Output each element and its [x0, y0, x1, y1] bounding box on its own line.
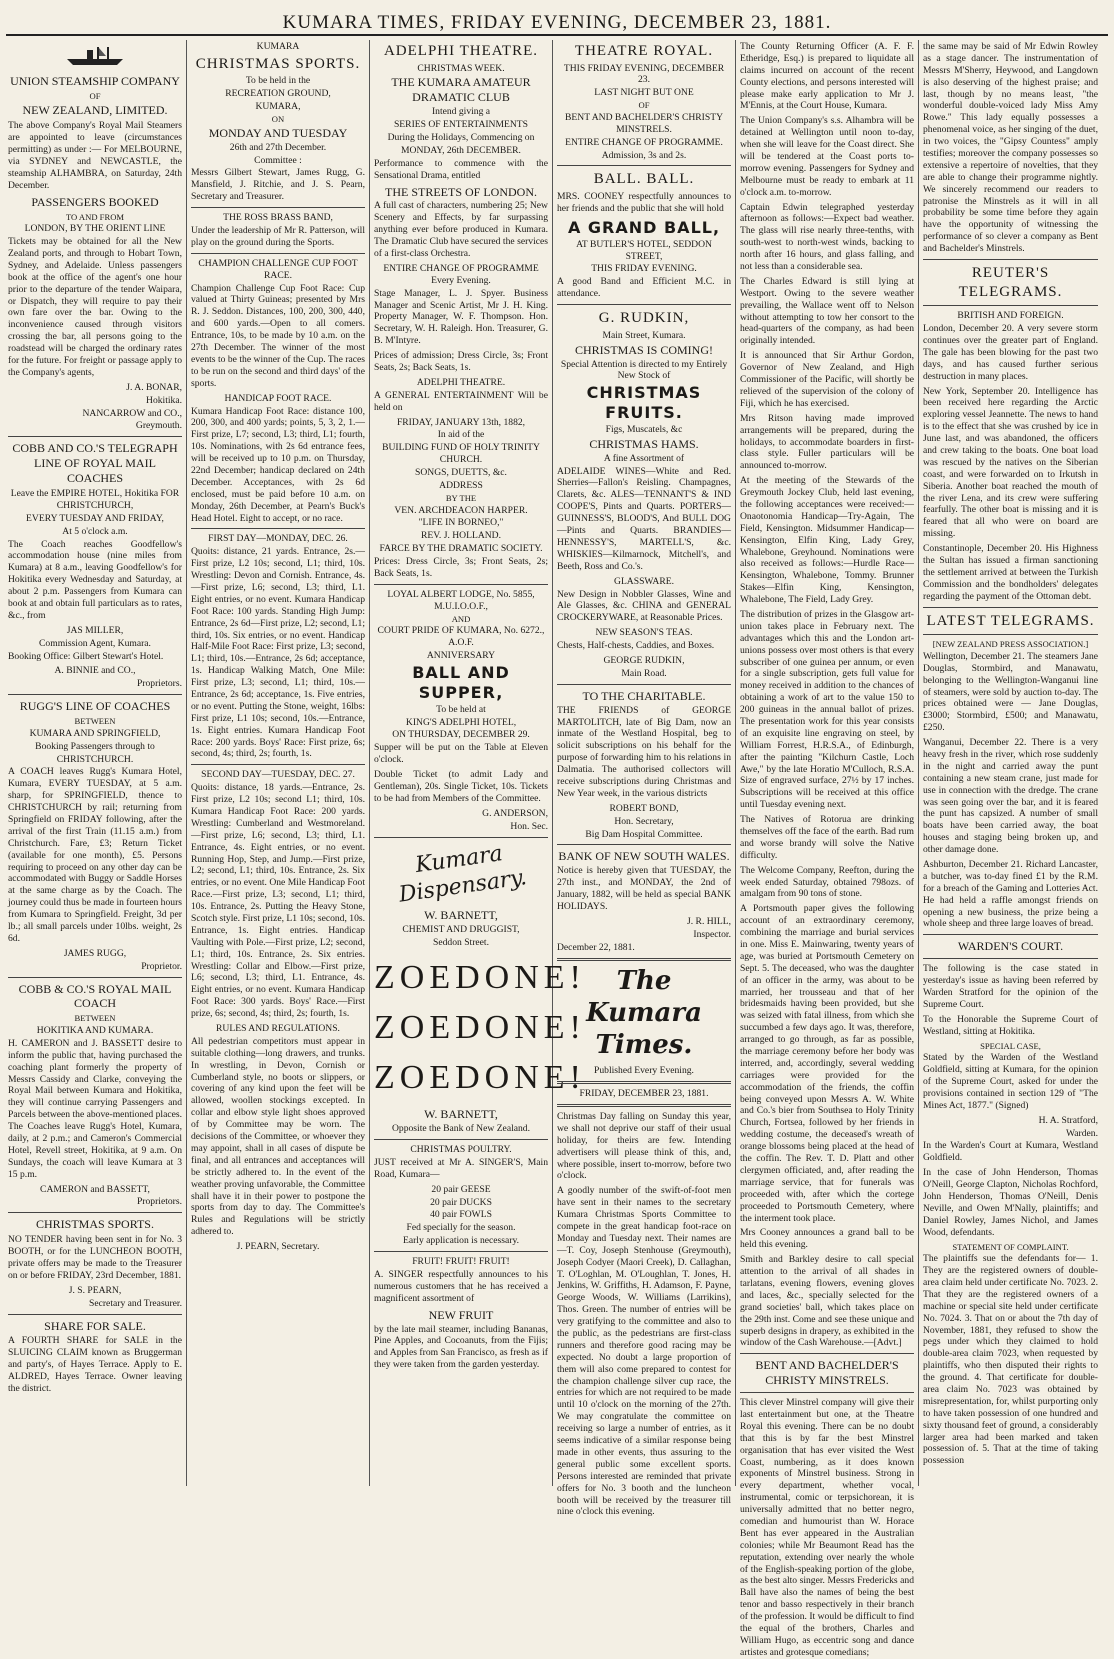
charitable-body: THE FRIENDS of GEORGE MARTOLITCH, late of Big Dam, now an inmate of the Westland Hospital, beg to solicit subscriptions on his behalf for the purpose of forwarding him to his relations in Dalmatia. The authorised collectors will receive subscriptions during Christmas and New Year week, in the various districts — [557, 704, 731, 799]
union-booked: PASSENGERS BOOKED — [31, 194, 159, 209]
ball-grand: A GRAND BALL, — [567, 217, 721, 237]
adelphi-date: MONDAY, 26th DECEMBER. — [401, 144, 521, 156]
fruit-heading: FRUIT! FRUIT! FRUIT! — [412, 1256, 510, 1268]
union-agent2: NANCARROW and CO., — [82, 407, 182, 419]
news-6: Mrs Ritson having made improved arrangements will be prepared, during the holidays, to accommodate boarders in first-class style. Fuller particulars will be announced to-morrow. — [740, 412, 914, 472]
poultry-early: Early application is necessary. — [402, 1235, 520, 1247]
sports-on: ON — [271, 114, 285, 125]
rugg-sig: JAMES RUGG, — [63, 947, 127, 959]
adelphi2-title: ADELPHI THEATRE. — [416, 376, 506, 388]
theatre-change: ENTIRE CHANGE OF PROGRAMME. — [565, 136, 723, 148]
divider — [557, 1081, 731, 1084]
bank-body: Notice is hereby given that TUESDAY, the 27th inst., and MONDAY, the 2nd of January, 1882, will be held as special BANK HOLIDAYS. — [557, 865, 731, 912]
column-5 — [736, 40, 919, 1658]
adelphi-club: THE KUMARA AMATEUR DRAMATIC CLUB — [391, 75, 531, 105]
teas-body: Chests, Half-chests, Caddies, and Boxes. — [557, 640, 715, 652]
divider — [557, 304, 731, 305]
ball-heading: BALL. BALL. — [593, 171, 695, 188]
glass-body: New Design in Nobbler Glasses, Wine and Ale Glasses, &c. CHINA and GENERAL CROCKERYWARE, at Reasonable Prices. — [557, 588, 731, 624]
divider — [923, 607, 1098, 608]
divider — [923, 305, 1098, 306]
dispensary-street: Seddon Street. — [433, 936, 489, 948]
paper-title: The Kumara Times. — [586, 965, 702, 1060]
glass-heading: GLASSWARE. — [614, 575, 674, 587]
divider — [8, 1212, 182, 1213]
sports-days: MONDAY AND TUESDAY — [208, 125, 348, 140]
sports-title: CHRISTMAS SPORTS. — [36, 1217, 154, 1232]
charitable-bond: ROBERT BOND, — [609, 802, 679, 814]
minstrels-continued: the same may be said of Mr Edwin Rowley as a stage dancer. The instrumentation of Messrs M'Sherry, Heywood, and Langdown is also deserving of the highest praise; and last, though by no means least, "the wonderful double-voiced lady Miss Amy Rowe." This lady equally possesses a phenomenal voice, as her singing of the duet, in two voices, the "Gipsy Countess" amply testifies; moreover the company possesses so extensive a repertoire of novelties, that they are able to change their programme nightly. We sincerely recommend our readers to patronise the Minstrels as it will in all probability be some time before they again have the opportunity of witnessing the performance of so clever a company as Bent and Bachelder's Minstrels. — [923, 41, 1098, 255]
ball-butler: AT BUTLER'S HOTEL, SEDDON STREET, — [576, 238, 712, 262]
cobb2-sig: CAMERON and BASSETT, — [40, 1183, 150, 1195]
latest-1: Wellington, December 21. The steamers Jane Douglas, Stormbird, and Manawatu, belonging to the Wellington-Wanganui line of steamers, were sold by auction to-day. The prices obtained were — Jane Douglas, £3000; Stormbird, £500; and Manawatu, £250. — [923, 650, 1098, 734]
minstrels-body: This clever Minstrel company will give their last entertainment but one, at the Theatre Royal this evening. There can be no doubt that this is by far the best Minstrel organisation that has ever visited the West Coast, numbering, as it does known exponents of Minstrel business. Strong in every department, whether vocal, instrumental, comic or terpsichorean, it is universally admitted that no better negro, comedian and humourist than W. Horace Bent has ever appeared in the Australian colonies; while Mr Beaumont Read has the reputation, extending over nearly the whole of the English-speaking portion of the globe, as the best alto singer. Messrs Fredericks and Ball have also the names of being the best tenor and basso respectively in their branch of the profession. It would be difficult to find the equal of the brothers, Charles and William Hugo, as eccentric song and dance artistes and grotesque comedians; — [740, 1397, 914, 1658]
charitable-bigdam: Big Dam Hospital Committee. — [585, 828, 703, 840]
divider — [923, 634, 1098, 635]
cobb-body: The Coach reaches Goodfellow's accommodation house (nine miles from Kumara) at 8 a.m., leaving Goodfellow's for Hokitika every Wednesday and Saturday, at about 2 p.m. Passengers from Kumara can book at and obtain full particulars as to rates, &c., from — [8, 538, 182, 621]
cobb2-title: COBB & CO.'S ROYAL MAIL COACH — [18, 981, 172, 1011]
rudkin-title: G. RUDKIN, — [598, 310, 690, 327]
fruit-body: A. SINGER respectfully announces to his numerous customers that he has received a magnificent assortment of — [374, 1269, 548, 1304]
warden-5: In the case of John Henderson, Thomas O'Neill, George Clapton, Nicholas Rochford, John Henderson, Thomas O'Neill, Denis Neville, and Owen M'Nally, plaintiffs; and Daniel Rowley, James Nichol, and James Wood, defendants. — [923, 1167, 1098, 1238]
sports-dates: 26th and 27th December. — [229, 141, 327, 153]
handicap-heading: HANDICAP FOOT RACE. — [224, 392, 332, 404]
latest-heading: LATEST TELEGRAMS. — [926, 612, 1095, 629]
adelphi2-holland: REV. J. HOLLAND. — [420, 530, 502, 542]
rudkin-hams: CHRISTMAS HAMS. — [589, 436, 699, 451]
divider — [557, 844, 731, 845]
theatre-bent: BENT AND BACHELDER'S CHRISTY MINSTRELS. — [565, 111, 723, 135]
divider — [557, 958, 731, 961]
union-sub: NEW ZEALAND, LIMITED. — [22, 103, 168, 118]
divider — [923, 958, 1098, 959]
news-3: Captain Edwin telegraphed yesterday afternoon as follows:—Expect bad weather. The glass will rise nearly three-tenths, with south-west to north-west winds, backing to north after 16 hours, and glass falling, and not less than a considerable sea. — [740, 201, 914, 273]
column-2 — [187, 40, 370, 1486]
cup-heading: CHAMPION CHALLENGE CUP FOOT RACE. — [198, 257, 358, 281]
rules-body: All pedestrian competitors must appear in suitable clothing—long drawers, and trunks. In wrestling, in Devon, Cornish or Cumberland style, no boots or slippers, or covering of any kind upon the feet will be allowed, woollen stockings excepted. In collar and elbow style light shoes approved of by Committee may be worn. The decisions of the Committee, or whoever they may appoint, shall in all cases of dispute be final, and all entrances and acceptances will be strictly adhered to. In the event of the weather proving unfavorable, the Committee shall have it in their power to postpone the sports from day to day. The Committee's Rules and Regulations will be strictly adhered to. — [191, 1035, 365, 1238]
lodge-anniv: ANNIVERSARY — [426, 650, 496, 662]
rugg-booking: Booking Passengers through to — [35, 740, 155, 752]
cobb2-route: HOKITIKA AND KUMARA. — [36, 1024, 154, 1036]
adelphi-series: SERIES OF ENTERTAINMENTS — [393, 119, 529, 131]
adelphi-perf: Performance to commence with the Sensational Drama, entitled — [374, 157, 548, 181]
news-5: It is announced that Sir Arthur Gordon, Governor of New Zealand, and High Commissioner of the Pacific, will shortly be relieved of the supervision of the colony of Fiji, which he has exercised. — [740, 350, 914, 409]
adelphi2-fund: BUILDING FUND OF HOLY TRINITY CHURCH. — [382, 442, 540, 466]
zoedone-3: ZOEDONE! — [374, 1059, 586, 1097]
divider — [8, 694, 182, 695]
steamship-icon — [8, 44, 182, 70]
rugg-route: KUMARA AND SPRINGFIELD, — [29, 727, 161, 739]
ball-thisfri: THIS FRIDAY EVENING. — [591, 263, 697, 275]
lodge-ball: BALL AND SUPPER, — [412, 663, 510, 702]
bank-hill: J. R. HILL, — [687, 915, 731, 927]
rudkin-sig-place: Main Road. — [621, 667, 667, 679]
sports-heading: CHRISTMAS SPORTS. — [195, 55, 361, 72]
paper-published: Published Every Evening. — [594, 1065, 694, 1077]
zoedone-barnett: W. BARNETT, — [424, 1107, 498, 1122]
ball-cooney: MRS. COONEY respectfully announces to her friends and the public that she will hold — [557, 191, 731, 214]
warden-4: In the Warden's Court at Kumara, Westland Goldfield. — [923, 1140, 1098, 1164]
theatre-of: OF — [638, 100, 650, 111]
warden-1: The following is the case stated in yesterday's issue as having been referred by Warden Stratford for the opinion of the Supreme Court. — [923, 963, 1098, 1010]
share-title: SHARE FOR SALE. — [44, 1318, 146, 1333]
sports-sig: J. S. PEARN, — [68, 1284, 122, 1296]
reuter-2: New York, September 20. Intelligence has been received here regarding the Arctic exploring vessel Jeannette. The news to hand is to the effect that she was crushed by ice in June last, and was abandoned, the officers and crew taking to the boats. One boat load was rescued by the natives on the Siberian coast, and were forwarded on to Irkutsh in Siberia. Another boat reached the mouth of the river Lena, and its crew were suffering fearfully. The other boat is missing and it is feared that all who were on board are missing. — [923, 385, 1098, 540]
lodge-held: To be held at — [436, 703, 486, 715]
union-body: The above Company's Royal Mail Steamers are appointed to leave (circumstances permitting) as under :— For MELBOURNE, via SYDNEY and NEWCASTLE, the steamship ALHAMBRA, on Saturday, 24th December. — [8, 120, 182, 191]
rugg-between: BETWEEN — [74, 716, 116, 727]
union-title: UNION STEAMSHIP COMPANY — [10, 73, 180, 88]
band-heading: THE ROSS BRASS BAND, — [223, 212, 333, 224]
dispensary-title: Kumara Dispensary. — [397, 840, 529, 908]
share-body: A FOURTH SHARE for SALE in the SLUICING CLAIM known as Bruggerman and party's, of Hayes Terrace. Apply to E. ALDRED, Hayes Terrace. Owner leaving the district. — [8, 1335, 182, 1394]
rudkin-wines: ADELAIDE WINES—White and Red. Sherries—Fallon's Reisling. Champagnes, Clarets, &c. ALES—TENNANT'S & IND COOPE'S, Pints and Quarts. PORTERS—GUINNESS'S, BLOOD'S, And BULL DOG—Pints and Quarts. BRANDIES—HENNESSY'S, MARTELL'S, &c. WHISKIES—Kilmarnock, Mitchell's, and Beeth, Ross and Co.'s. — [557, 465, 731, 572]
warden-2: To the Honorable the Supreme Court of Westland, sitting at Hokitika. — [923, 1013, 1098, 1037]
lodge-ticket: Double Ticket (to admit Lady and Gentleman), 20s. Single Ticket, 10s. Tickets to be had from Members of the Committee. — [374, 769, 548, 804]
news-11: A Portsmouth paper gives the following account of an extraordinary ceremony, combining the marriage and burial services in one. Miss E. Mainwaring, twenty years of age, was buried at Portsmouth Cemetery on Sept. 5. The deceased, who was the daughter of an officer in the army, was about to be married, her trousseau and that of her bridesmaids having been provided, but she was seized with fatal illness, from which she succumbed a few days ago. It was, therefore, arranged to go through, as far as possible, the marriage ceremony before her body was interred, and, accordingly, several wedding carriages were provided for the accommodation of the friends, the coffin being conveyed upon Messrs A. W. White and Co.'s bier from Southsea to Holy Trinity Church, Fortsea, followed by her friends in wedding costume, the deceased's wreath of orange blossoms being placed at the head of the coffin. The Rev. T. D. Platt and other clergymen officiated, and, after reading the marriage service, that for funerals was proceeded with, after which the cortege proceeded to Portsmouth Cemetery, where the interment took place. — [740, 903, 914, 1224]
warden-title: Warden. — [1066, 1127, 1098, 1139]
reuter-heading: REUTER'S TELEGRAMS. — [958, 265, 1063, 300]
bank-heading: BANK OF NEW SOUTH WALES. — [558, 849, 730, 864]
adelphi2-gen: A GENERAL ENTERTAINMENT Will be held on — [374, 389, 548, 413]
adelphi2-address: ADDRESS — [439, 480, 483, 492]
cobb2-body: H. CAMERON and J. BASSETT desire to inform the public that, having purchased the coaching plant formerly the property of Messrs Cassidy and Clarke, conveying the Royal Mail between Kumara and Hokitika, they will continue carrying Passengers and Parcels between the above-mentioned places. The Coaches leave Rugg's Hotel, Kumara, daily, at 2 p.m.; and Cameron's Commercial Hotel, Revell street, Hokitika, at 9 a.m. On Sundays, the coach will leave Kumara at 3 15 p.m. — [8, 1037, 182, 1180]
poultry-ducks: 20 pair DUCKS — [430, 1196, 492, 1208]
news-9: The Natives of Rotorua are drinking themselves off the face of the earth. Bad rum and worse brandy will solve the Native difficulty. — [740, 814, 914, 861]
column-6 — [919, 40, 1102, 1486]
bank-date: December 22, 1881. — [557, 941, 635, 953]
cobb-booking: Booking Office: Gilbert Stewart's Hotel. — [8, 650, 164, 662]
warden-3: Stated by the Warden of the Westland Goldfield, sitting at Kumara, for the opinion of the Supreme Court, asked for under the provisions contained in section 129 of "The Mines Act, 1877." (Signed) — [923, 1052, 1098, 1111]
adelphi-drama: THE STREETS OF LONDON. — [385, 184, 537, 199]
divider — [8, 977, 182, 978]
latest-3: Ashburton, December 21. Richard Lancaster, a butcher, was to-day fined £1 by the R.M. for a breach of the Gaming and Lotteries Act. He had held a raffle amongst friends on opening a new business, the prize being a whole sheep and three large loaves of bread. — [923, 858, 1098, 930]
column-4 — [553, 40, 736, 1518]
warden-6: The plaintiffs sue the defendants for— 1. They are the registered owners of double-area claim held under certificate No. 7023. 2. That they are the registered owners of a machine or special site held under certificate No. 7024. 3. That on or about the 7th day of November, 1881, they refused to show the pegs under which they claimed to hold double-area claim 7023, when requested by plaintiffs, who then disputed their rights to the ground. 4. That certificate for double-area claim No. 7023 was obtained by misrepresentation, for, whilst purporting only to have taken possession of one hundred and sixty thousand feet of ground, a considerably larger area had been marked and taken possession of. 5. That at the time of taking possession — [923, 1253, 1098, 1467]
divider — [740, 1392, 914, 1393]
lodge-hall: KING'S ADELPHI HOTEL, — [405, 716, 517, 728]
cobb-line3: At 5 o'clock a.m. — [62, 525, 128, 537]
adelphi-week: CHRISTMAS WEEK. — [417, 62, 505, 74]
news-2: The Union Company's s.s. Alhambra will be detained at Wellington until noon to-day, when she will leave for the Coast direct. She will be tendered at the Coast ports to-morrow evening. Passengers for Sydney and Melbourne must be ready to embark at 11 o'clock a.m. to-morrow. — [740, 115, 914, 198]
cobb-title: COBB AND CO.'S TELEGRAPH LINE OF ROYAL MAIL COACHES — [12, 441, 178, 486]
union-body2: Tickets may be obtained for all the New Zealand ports, and through to Hobart Town, Sydney, and Adelaide. Unless passengers book at the office of the agent's one hour prior to the departure of the tender Waipara, or Dispatch, they will require to pay their own fare over the bar. Owing to the inconvenience caused through visitors crossing the bar, all persons going to the roadstead will be charged the ordinary rates for the future. For freight or passage apply to the Company's agents, — [8, 236, 182, 378]
charitable-heading: TO THE CHARITABLE. — [582, 688, 706, 703]
teas-heading: NEW SEASON'S TEAS. — [595, 627, 693, 639]
poultry-heading: CHRISTMAS POULTRY. — [410, 1144, 512, 1156]
cobb2-sig-role: Proprietors. — [136, 1196, 182, 1208]
sports-place: KUMARA, — [255, 101, 301, 113]
warden-stratford: H. A. Stratford, — [1038, 1114, 1098, 1126]
divider — [923, 259, 1098, 260]
divider — [191, 764, 365, 765]
lodge-and: AND — [451, 613, 471, 624]
sports-ground: RECREATION GROUND, — [225, 88, 331, 100]
warden-heading: WARDEN'S COURT. — [957, 939, 1064, 954]
divider — [740, 1353, 914, 1354]
cobb-line1: Leave the EMPIRE HOTEL, Hokitika FOR CHRISTCHURCH, — [10, 487, 180, 511]
adelphi2-prices: Prices: Dress Circle, 3s; Front Seats, 2s; Back Seats, 1s. — [374, 556, 548, 580]
fruit-new: NEW FRUIT — [428, 1307, 494, 1322]
zoedone-1: ZOEDONE! — [374, 958, 586, 996]
zoedone-opposite: Opposite the Bank of New Zealand. — [391, 1123, 530, 1135]
adelphi2-aid: In aid of the — [437, 429, 485, 441]
adelphi2-by: BY THE — [445, 492, 477, 503]
rudkin-main: Main Street, Kumara. — [602, 329, 686, 341]
rudkin-figs: Figs, Muscatels, &c — [605, 423, 683, 435]
poultry-fowls: 40 pair FOWLS — [430, 1209, 492, 1221]
news-8: The distribution of prizes in the Glasgow art-union takes place in February next. The advantages which this and the London art-unions possess over most others is that every subscriber of one guinea per annum, or even for a single subscription, gets full value for money received in addition to the chances of obtaining a work of art to the value 150 to 200 guineas in the annual ballot of prizes. The presentation work for this year consists of an exquisite line engraving on steel, by William Forrest, H.R.S.A., of Edinburgh, after the painting "Kilchurn Castle, Loch Awe," by the late Horatio M'Culloch, R.S.A. Size of engraved surface, 27½ by 17 inches. Subscriptions will be received at this office until Tuesday evening next. — [740, 608, 914, 811]
divider — [191, 253, 365, 254]
rudkin-special: Special Attention is directed to my Entirely New Stock of — [560, 358, 728, 382]
news-7: At the meeting of the Stewards of the Greymouth Jockey Club, held last evening, the following acceptances were received:—Onaotonomia Handicap—Try-Again, The Field, Kensington. Midsummer Handicap—Kensington, Elfin King, Lady Grey, Whalebone, Greyhound. Nominations were also received as follows:—Hurdle Race—Kensington, Whalebone, Tommy. Brunner Stakes—Elfin King, Kensington, Whalebone, The Field, Lady Grey. — [740, 475, 914, 606]
theatre-friday: THIS FRIDAY EVENING, DECEMBER 23. — [563, 62, 725, 86]
column-1 — [4, 40, 187, 1486]
latest-npa: [NEW ZEALAND PRESS ASSOCIATION.] — [932, 639, 1089, 650]
lodge-thursday: ON THURSDAY, DECEMBER 29. — [392, 729, 530, 741]
divider — [8, 436, 182, 437]
divider — [557, 684, 731, 685]
ball-band: A good Band and Efficient M.C. in attendance. — [557, 276, 731, 300]
lodge-supper: Supper will be put on the Table at Eleven o'clock. — [374, 742, 548, 766]
adelphi-intend: Intend giving a — [431, 106, 491, 118]
reuter-1: London, December 20. A very severe storm continues over the greater part of England. The gale has been blowing for the past two days, and has caused further serious destruction in many places. — [923, 323, 1098, 382]
dispensary-barnett: W. BARNETT, — [424, 908, 498, 923]
lodge-title: LOYAL ALBERT LODGE, No. 5855, M.U.I.O.O.F., — [387, 588, 535, 612]
lodge-sig-role: Hon. Sec. — [510, 820, 548, 832]
day2-heading: SECOND DAY—TUESDAY, DEC. 27. — [201, 769, 355, 781]
rules-signature: J. PEARN, Secretary. — [236, 1241, 320, 1253]
adelphi2-songs: SONGS, DUETTS, &c. — [415, 467, 507, 479]
divider — [374, 1139, 548, 1140]
band-body: Under the leadership of Mr R. Patterson, will play on the ground during the Sports. — [191, 225, 365, 248]
zoedone-2: ZOEDONE! — [374, 1008, 586, 1046]
adelphi-staff: Stage Manager, L. J. Spyer. Business Manager and Scenic Artist, Mr J. H. King. Property Manager, W. F. Thompson. Hon. Secretary, W. H. Raleigh. Hon. Treasurer, G. B. M'Intyre. — [374, 287, 548, 347]
rugg-body: A COACH leaves Rugg's Kumara Hotel, Kumara, EVERY TUESDAY, at 5 a.m. sharp, for SPRINGFIELD, thence to CHRISTCHURCH by rail; returning from Springfield on FRIDAY following, after the arrival of the first Train (11.15 a.m.) from Christchurch. Fare, £3; Return Ticket (available for one month), £5. Persons requiring to proceed on any other day can be accommodated with Buggy or Saddle Horses at the same charge as by the Coach. The journey could thus be made in fourteen hours from Kumara to Springfield. Freight, 3d per lb.; all small parcels under 10lbs. weight, 2s 6d. — [8, 766, 182, 944]
cobb-agent-role: Commission Agent, Kumara. — [39, 637, 151, 649]
editorial-1: Christmas Day falling on Sunday this year, we shall not deprive our staff of their usual holiday, for theirs are few. Intending advertisers will please think of this, and, where possible, insert to-morrow, before two o'clock. — [557, 1111, 731, 1182]
adelphi2-date: FRIDAY, JANUARY 13th, 1882, — [396, 416, 526, 428]
union-tofrom: TO AND FROM — [65, 211, 125, 222]
rugg-dest: CHRISTCHURCH. — [56, 753, 134, 765]
news-12: Mrs Cooney announces a grand ball to be held this evening. — [740, 1227, 914, 1251]
union-agent2-place: Greymouth. — [135, 420, 182, 432]
sports-held: To be held in the — [245, 75, 311, 87]
column-3 — [370, 40, 586, 1486]
poultry-fed: Fed specially for the season. — [406, 1222, 516, 1234]
adelphi-holidays: During the Holidays, Commencing on — [387, 132, 535, 144]
union-agent1-place: Hokitika. — [146, 394, 182, 406]
fruit-body2: by the late mail steamer, including Bananas, Pine Apples, and Cocoanuts, from the Fijis; and Apples from San Francisco, as fresh as if they were taken from the garden yesterday. — [374, 1323, 548, 1371]
reuter-3: Constantinople, December 20. His Highness the Sultan has issued a firman sanctioning the settlement arrived at between the Turkish Commission and the bondholders' delegates regarding the payment of the Ottoman debt. — [923, 543, 1098, 602]
charitable-bond-role: Hon. Secretary, — [614, 815, 674, 827]
bank-hill-role: Inspector. — [693, 928, 731, 940]
adelphi2-borneo: "LIFE IN BORNEO," — [418, 517, 504, 529]
news-13: Smith and Barkley desire to call special attention to the arrival of all shades in tarlatans, evening flowers, evening gloves and laces, &c., specially selected for the grand societies' ball, which takes place on the 29th inst. Come and see these unique and superb designs in drapery, as exhibited in the window of the Cash Warehouse.—[Advt.] — [740, 1254, 914, 1349]
warden-statement: STATEMENT OF COMPLAINT. — [952, 1241, 1069, 1252]
adelphi-prices: Prices of admission; Dress Circle, 3s; Front Seats, 2s; Back Seats, 1s. — [374, 350, 548, 374]
lodge-sig: G. ANDERSON, — [482, 807, 548, 819]
rudkin-coming: CHRISTMAS IS COMING! — [574, 342, 714, 357]
rudkin-sig: GEORGE RUDKIN, — [603, 654, 685, 666]
minstrels-heading: BENT AND BACHELDER'S CHRISTY MINSTRELS. — [755, 1358, 899, 1388]
adelphi2-farce: FARCE BY THE DRAMATIC SOCIETY. — [379, 543, 543, 555]
cobb-prop-role: Proprietors. — [136, 678, 182, 690]
day2-body: Quoits: distance, 18 yards.—Entrance, 2s. First prize, L2 10s; second L1; third, 10s. Kumara Handicap Foot Race: 200 yards. Wrestling: Cumberland and Westmoreland.—First prize, L6; second, L3; third, L1. Entrance, 4s. Eight entries, or no event. Running Hop, Step, and Jump.—First prize, L2; second, L1; third, 10s. Entrance, 2s. Six entries, or no event. One Mile Handicap Foot Race.—First prize, L3; second, L1; third, 10s. Entrance, 2s. Putting the Heavy Stone, Scotch style. First prize, L1 10s; second, 10s. Entrance, 1s. Eight entries. Handicap Vaulting with Pole.—First prize, L2; second, L1; third, 10s. Entrance, 2s. Six entries. Wrestling: Collar and Elbow.—First prize, L6; second, L3; third, L1. Entrance, 4s. Eight entries, or no event. Kumara Handicap Foot Race: 300 yards. Boys' Race.—First prize, 6s; second, 4s; third, 2s; fourth, 1s. — [191, 782, 365, 1020]
warden-special: SPECIAL CASE, — [980, 1040, 1041, 1051]
news-1: The County Returning Officer (A. F. F. Etheridge, Esq.) is prepared to liquidate all claims incurred on account of the recent County elections, and persons interested will please make early application to Mr J. M'Ennis, at the Court House, Kumara. — [740, 41, 914, 112]
committee-body: Messrs Gilbert Stewart, James Rugg, G. Mansfield, J. Ritchie, and J. S. Pearn, Secretary and Treasurer. — [191, 167, 365, 203]
sports-sig-role: Secretary and Treasurer. — [89, 1297, 182, 1309]
paper-date: FRIDAY, DECEMBER 23, 1881. — [579, 1088, 709, 1100]
rugg-sig-role: Proprietor. — [141, 960, 182, 972]
reuter-british-foreign: BRITISH AND FOREIGN. — [957, 310, 1064, 322]
union-agent1: J. A. BONAR, — [126, 381, 182, 393]
news-10: The Welcome Company, Reefton, during the week ended Saturday, obtained 798ozs. of amalgam from 90 tons of stone. — [740, 864, 914, 900]
latest-2: Wanganui, December 22. There is a very heavy fresh in the river, which rose suddenly in the night and carried away the punt containing a new steam crane, just made for use in connection with the dredge. The crane was seen going over the bar, and it is feared the punt has capsized. A number of small boats have been carried away, the boat houses and staging being broken up, and other damage done. — [923, 737, 1098, 856]
dispensary-chemist: CHEMIST AND DRUGGIST, — [402, 924, 520, 936]
cobb-line2: EVERY TUESDAY AND FRIDAY, — [26, 512, 164, 524]
divider — [557, 1104, 731, 1107]
handicap-body: Kumara Handicap Foot Race: distance 100, 200, 300, and 400 yards; points, 5, 3, 2, 1.—First prize, L7; second, L3; third, L1; fourth, 10s. Nominations, with 2s 6d entrance fees, will be received up to 10 p.m. on Thursday, 22nd December; handicap declared on 24th December. Acceptances, with 2s 6d enclosed, must be paid before 10 a.m. on Monday, 26th December, at Pearn's Buck's Head Hotel. Eight to accept, or no race. — [191, 405, 365, 524]
divider — [374, 584, 548, 585]
news-4: The Charles Edward is still lying at Westport. Owing to the severe weather prevailing, the Wallace went off to Nelson without attempting to tow her consort to the head-quarters of the company, as had been originally intended. — [740, 275, 914, 347]
divider — [191, 528, 365, 529]
adelphi-change: ENTIRE CHANGE OF PROGRAMME Every Evening. — [383, 262, 539, 286]
cup-body: Champion Challenge Cup Foot Race: Cup valued at Thirty Guineas; presented by Mrs R. J. Seddon. Distances, 100, 200, 300, 440, and 600 yards.—Open to all comers. Entrance, 10s, to be made by 10 a.m. on the 27th December. The winner of the most events to be the winner of the Cup. The races to be run on the second and third days' of the sports. — [191, 282, 365, 389]
divider — [557, 165, 731, 166]
rugg-title: RUGG'S LINE OF COACHES — [19, 699, 171, 714]
masthead: KUMARA TIMES, FRIDAY EVENING, DECEMBER 23, 1881. — [6, 0, 1108, 36]
poultry-geese: 20 pair GEESE — [431, 1183, 491, 1195]
cobb-agent: JAS MILLER, — [66, 624, 124, 636]
rudkin-assortment: A fine Assortment of — [603, 452, 685, 464]
adelphi2-harper: VEN. ARCHDEACON HARPER. — [394, 504, 528, 516]
rudkin-fruits: CHRISTMAS FRUITS. — [586, 383, 702, 423]
sports-body: NO TENDER having been sent in for No. 3 BOOTH, or for the LUNCHEON BOOTH, private offers may be made to the Treasurer on or before FRIDAY, 23rd December, 1881. — [8, 1234, 182, 1281]
sports-kumara: KUMARA — [256, 41, 300, 52]
theatre-admission: Admission, 3s and 2s. — [601, 149, 687, 161]
divider — [191, 207, 365, 208]
day1-body: Quoits: distance, 21 yards. Entrance, 2s.—First prize, L2 10s; second, L1; third, 10s. Wrestling: Devon and Cornish. Entrance, 4s.—First prize, L6; second, L3; third, L1. Eight entries, or no event. Kumara Handicap Foot Race: 100 yards. Standing High Jump: Entrance, 2s 6d—First prize, L2; second, L1; third, 10s. Six entries, or no event. Handicap Half-Mile Foot Race: First prize, L3; second, L1; third, 10s.—Entrance, 2s 6d; acceptance, 1s. Handicap Walking Match, One Mile: First prize, L3; second, L1; third, 10s.—Entrance, 2s 6d; acceptance, 1s. Five entries, or no event. Putting the Stone, weight, 16lbs: First prize, L1 10s; second, 10s.—Entrance, 1s. Eight entries. Kumara Handicap Foot Race: 200 yards. Boys' Race: First prize, 6s; second, 4s; third, 2s; fourth, 1s. — [191, 546, 365, 760]
day1-heading: FIRST DAY—MONDAY, DEC. 26. — [208, 533, 348, 545]
union-london: LONDON, BY THE ORIENT LINE — [24, 223, 166, 235]
editorial-2: A goodly number of the swift-of-foot men have sent in their names to the secretary Kumara Christmas Sports Committee to compete in the great handicap foot-race on Monday and Tuesday next. Their names are—T. Coy, Joseph Stenhouse (Greymouth), Joseph Codyer (Maori Creek), D. Callaghan, T. O'Loghlan, M. O'Loughlan, T. Jones, H. Jenkins, W. Griffiths, H. Adamson, F. Payne, George Woods, W. Williams (Larrikins), Thos. Green. The number of entries will be very gratifying to the committee and also to the public, as the pedestrians are first-class runners and therefore good racing may be expected. No doubt a large proportion of them will also come prepared to contest for the champion challenge silver cup race, the entries for which are not required to be made until 10 o'clock on the morning of the 27th. We may congratulate the committee on receiving so large a number of entries, as it seems indicative of a similar response being made in other events, thus assuring to the general public some excellent sports. Persons interested are reminded that private offers for No. 3 booth and the luncheon booth will be received by the treasurer till nine o'clock this evening. — [557, 1185, 731, 1518]
divider — [8, 1314, 182, 1315]
committee-heading: Committee : — [254, 154, 302, 166]
cobb2-between: BETWEEN — [74, 1013, 116, 1024]
poultry-body: JUST received at Mr A. SINGER'S, Main Road, Kumara— — [374, 1156, 548, 1180]
divider — [374, 1251, 548, 1252]
divider — [923, 934, 1098, 935]
union-of: OF — [89, 90, 101, 101]
rules-heading: RULES AND REGULATIONS. — [216, 1023, 340, 1035]
adelphi-cast: A full cast of characters, numbering 25; New Scenery and Effects, by far surpassing anything ever before produced in Kumara. The Dramatic Club have secured the services of a first-class Orchestra. — [374, 200, 548, 260]
cobb-prop: A. BINNIE and CO., — [54, 665, 136, 677]
theatre-title: THEATRE ROYAL. — [574, 43, 714, 59]
theatre-last: LAST NIGHT BUT ONE — [594, 87, 694, 99]
lodge-court: COURT PRIDE OF KUMARA, No. 6272., A.O.F. — [377, 625, 545, 649]
adelphi-title: ADELPHI THEATRE. — [383, 43, 539, 59]
